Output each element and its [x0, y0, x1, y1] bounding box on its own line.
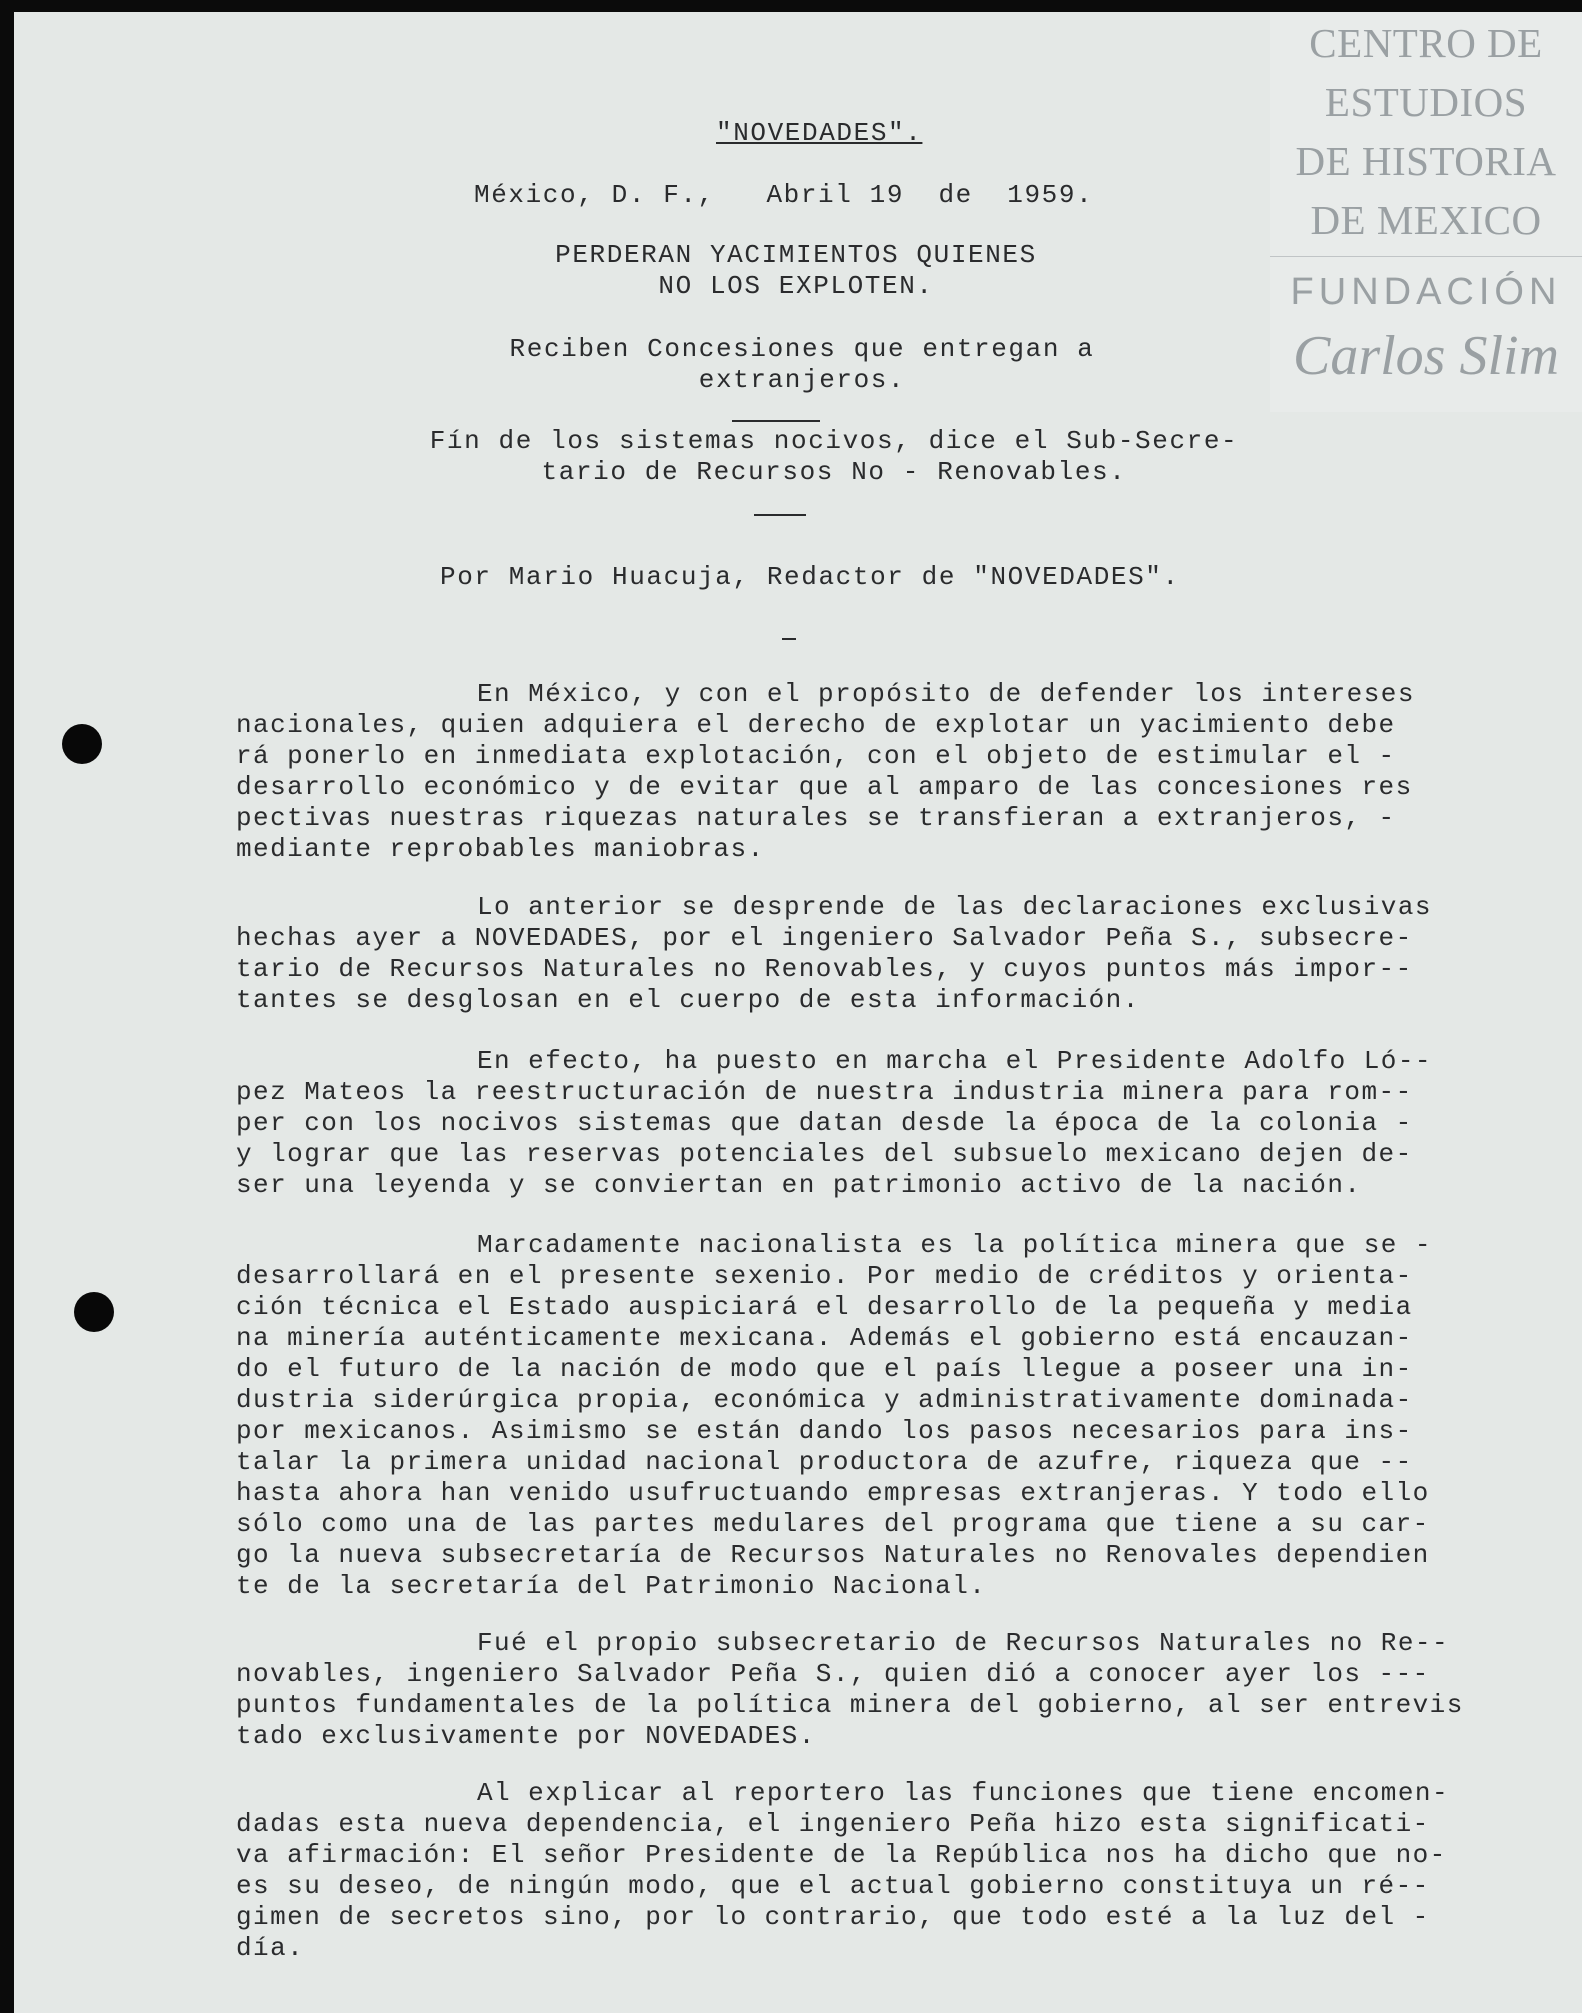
- publication-name: "NOVEDADES".: [716, 118, 923, 148]
- headline: PERDERAN YACIMIENTOS QUIENES NO LOS EXPLOTEN.: [555, 240, 1037, 301]
- separator-rule-1: [732, 420, 820, 422]
- separator-rule-2: [754, 514, 806, 516]
- byline: Por Mario Huacuja, Redactor de "NOVEDADES".: [440, 562, 1180, 592]
- body-paragraph-6: Al explicar al reportero las funciones que tiene encomen- dadas esta nueva dependencia, el ingeniero Peña hizo esta significati- va afirmación: El señor Presidente de la República nos ha dicho que no- es su deseo, de ningún modo, que el actual gobierno constituya un ré-- gimen de secretos sino, por lo contrario, que todo esté a la luz del - día.: [236, 1778, 1449, 1963]
- watermark-foundation: FUNDACIÓN: [1290, 271, 1562, 313]
- document-page: [14, 12, 1582, 2013]
- deck: Fín de los sistemas nocivos, dice el Sub-Secre- tario de Recursos No - Renovables.: [429, 426, 1239, 487]
- watermark-signature: Carlos Slim: [1292, 325, 1560, 387]
- body-paragraph-5: Fué el propio subsecretario de Recursos Naturales no Re-- novables, ingeniero Salvador Peña S., quien dió a conocer ayer los --- puntos fundamentales de la política minera del gobierno, al ser entrevis tado exclusivamente por NOVEDADES.: [236, 1628, 1464, 1751]
- archive-watermark: [1270, 12, 1582, 412]
- punch-hole-top: [62, 724, 102, 764]
- body-paragraph-1: En México, y con el propósito de defender los intereses nacionales, quien adquiera el derecho de explotar un yacimiento debe rá ponerlo en inmediata explotación, con el objeto de estimular el - desarrollo económico y de evitar que al amparo de las concesiones res pectivas nuestras riquezas naturales se transfieran a extranjeros, - mediante reprobables maniobras.: [236, 679, 1415, 864]
- separator-dash: [782, 638, 796, 640]
- body-paragraph-2: Lo anterior se desprende de las declaraciones exclusivas hechas ayer a NOVEDADES, por el ingeniero Salvador Peña S., subsecre- tario de Recursos Naturales no Renovables, y cuyos puntos más impor-- tantes se desglosan en el cuerpo de esta información.: [236, 892, 1432, 1015]
- dateline: México, D. F., Abril 19 de 1959.: [474, 180, 1094, 210]
- watermark-name: CENTRO DE ESTUDIOS DE HISTORIA DE MEXICO: [1295, 20, 1557, 243]
- body-paragraph-4: Marcadamente nacionalista es la política minera que se - desarrollará en el presente sexenio. Por medio de créditos y orienta- ción técnica el Estado auspiciará el desarrollo de la pequeña y media na minería auténticamente mexicana. Además el gobierno está encauzan- do el futuro de la nación de modo que el país llegue a poseer una in- dustria siderúrgica propia, económica y administrativamente dominada- por mexicanos. Asimismo se están dando los pasos necesarios para ins- talar la primera unidad nacional productora de azufre, riqueza que -- hasta ahora han venido usufructuando empresas extranjeras. Y todo ello sólo como una de las partes medulares del programa que tiene a su car- go la nueva subsecretaría de Recursos Naturales no Renovales dependien te de la secretaría del Patrimonio Nacional.: [236, 1230, 1432, 1601]
- body-paragraph-3: En efecto, ha puesto en marcha el Presidente Adolfo Ló-- pez Mateos la reestructuración de nuestra industria minera para rom-- per con los nocivos sistemas que datan desde la época de la colonia - y lograr que las reservas potenciales del subsuelo mexicano dejen de- ser una leyenda y se conviertan en patrimonio activo de la nación.: [236, 1046, 1432, 1200]
- subheadline: Reciben Concesiones que entregan a extranjeros.: [509, 334, 1095, 395]
- watermark-divider: [1270, 256, 1582, 257]
- punch-hole-bottom: [74, 1292, 114, 1332]
